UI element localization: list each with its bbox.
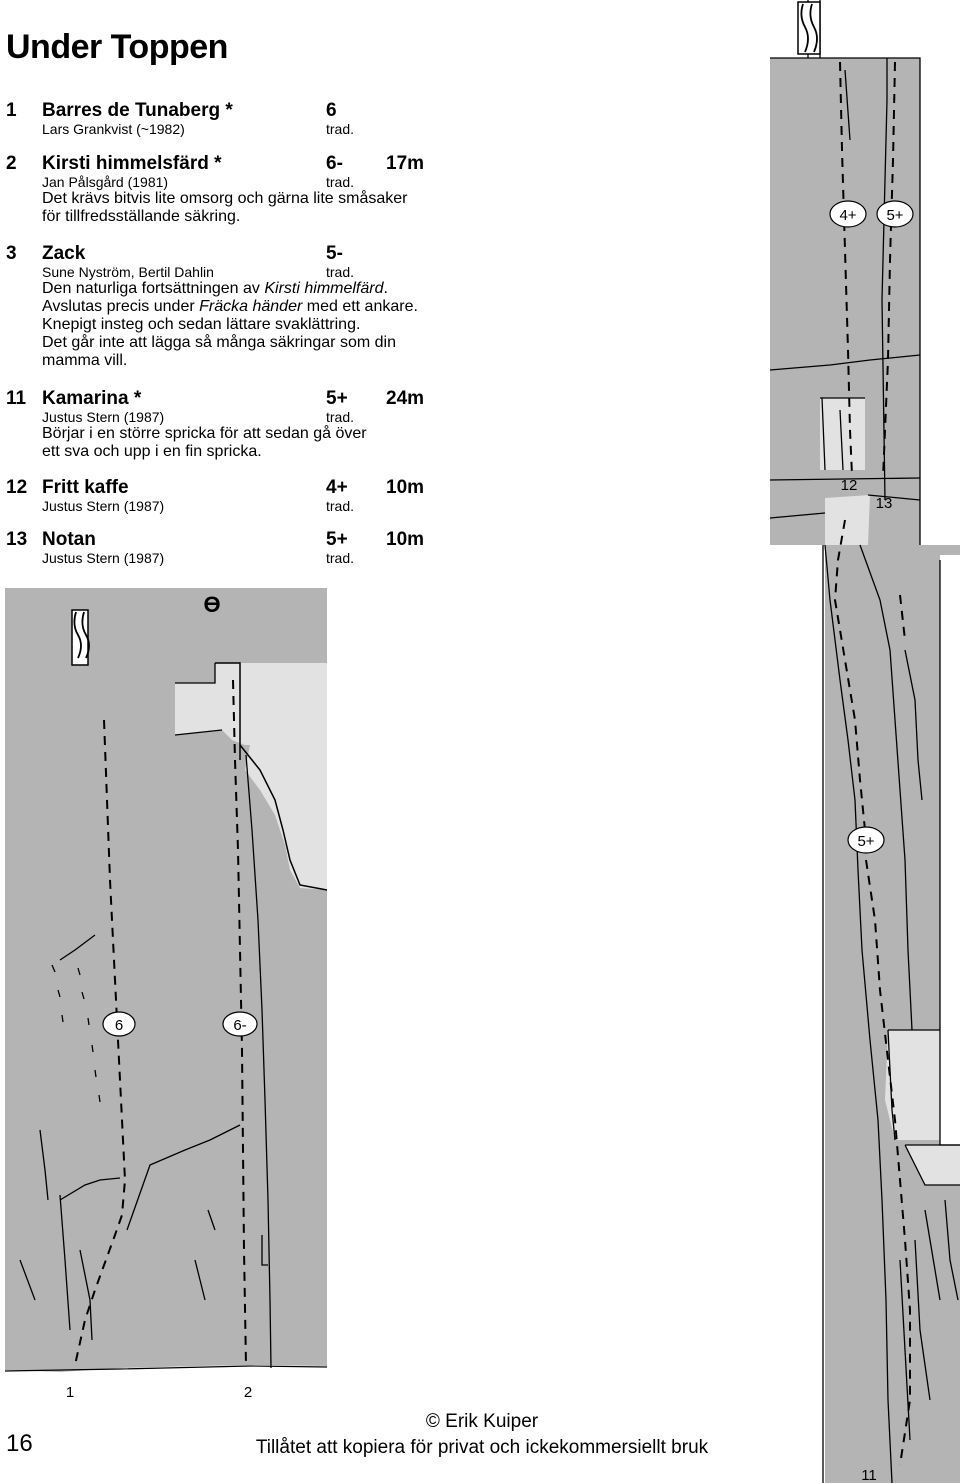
grade-label-5-plus xyxy=(848,827,884,853)
route-style: trad. xyxy=(326,174,355,190)
route-author: Justus Stern (1987) xyxy=(42,550,165,566)
page-number: 16 xyxy=(6,1430,33,1457)
route-number: 12 xyxy=(6,477,28,498)
route-name: Kirsti himmelsfärd * xyxy=(42,153,222,174)
route-description: Det krävs bitvis lite omsorg och gärna lite småsaker för tillfredsställande säkring. xyxy=(42,190,408,225)
start-label-11: 11 xyxy=(861,1467,877,1483)
svg-text:5+: 5+ xyxy=(886,207,904,224)
svg-text:5+: 5+ xyxy=(857,833,875,850)
route-grade: 5- xyxy=(326,243,343,264)
route-grade: 5+ xyxy=(326,529,348,550)
route-author: Justus Stern (1987) xyxy=(42,498,165,514)
route-style: trad. xyxy=(326,121,355,137)
route-name: Kamarina * xyxy=(42,388,142,409)
route-number: 1 xyxy=(6,100,17,121)
copyright-note: Tillåtet att kopiera för privat och ickekommersiellt bruk xyxy=(255,1437,709,1458)
route-grade: 5+ xyxy=(326,388,348,409)
grade-label-6 xyxy=(103,1012,135,1036)
route-description: Börjar i en större spricka för att sedan gå över ett sva och upp i en fin spricka. xyxy=(42,425,367,460)
route-grade: 6- xyxy=(326,153,343,174)
route-name: Zack xyxy=(42,243,86,264)
page-title: Under Toppen xyxy=(6,28,228,66)
route-author: Justus Stern (1987) xyxy=(42,409,165,425)
start-label-1: 1 xyxy=(65,1384,75,1401)
route-length: 17m xyxy=(386,153,425,174)
copyright-block xyxy=(232,1409,732,1461)
route-number: 11 xyxy=(6,388,27,409)
route-grade: 6 xyxy=(326,100,337,121)
route-name: Notan xyxy=(42,529,96,550)
route-author: Lars Grankvist (~1982) xyxy=(42,121,185,137)
route-length: 24m xyxy=(386,388,425,409)
route-number: 3 xyxy=(6,243,17,264)
route-author: Sune Nyström, Bertil Dahlin xyxy=(42,264,214,280)
route-label-12: 12 xyxy=(840,477,858,494)
route-name: Barres de Tunaberg * xyxy=(42,100,233,121)
route-style: trad. xyxy=(326,409,355,425)
grade-label-5-plus xyxy=(877,201,913,227)
route-style: trad. xyxy=(326,550,355,566)
anchor-icon: ϴ xyxy=(203,592,221,617)
route-label-13: 13 xyxy=(875,495,893,512)
grade-label-6-minus xyxy=(223,1012,257,1036)
svg-text:4+: 4+ xyxy=(839,207,857,224)
route-number: 13 xyxy=(6,529,28,550)
left-topo xyxy=(5,588,327,1401)
route-number: 2 xyxy=(6,153,17,174)
grade-label-4-plus xyxy=(830,201,866,227)
route-length: 10m xyxy=(386,529,425,550)
svg-text:6-: 6- xyxy=(233,1017,247,1034)
route-style: trad. xyxy=(326,498,355,514)
copyright-name: © Erik Kuiper xyxy=(425,1411,539,1432)
svg-text:6: 6 xyxy=(114,1017,124,1034)
route-grade: 4+ xyxy=(326,477,348,498)
route-description: Den naturliga fortsättningen av Kirsti himmelfärd. Avslutas precis under Fräcka händer med ett ankare. Knepigt insteg och sedan lättare svaklättring. Det går inte att lägga så många säkringar som din mamma vill. xyxy=(42,280,418,369)
start-label-2: 2 xyxy=(243,1384,253,1401)
route-author: Jan Pålsgård (1981) xyxy=(42,174,169,190)
route-style: trad. xyxy=(326,264,355,280)
route-length: 10m xyxy=(386,477,425,498)
route-name: Fritt kaffe xyxy=(42,477,129,498)
right-topo xyxy=(770,0,960,1483)
